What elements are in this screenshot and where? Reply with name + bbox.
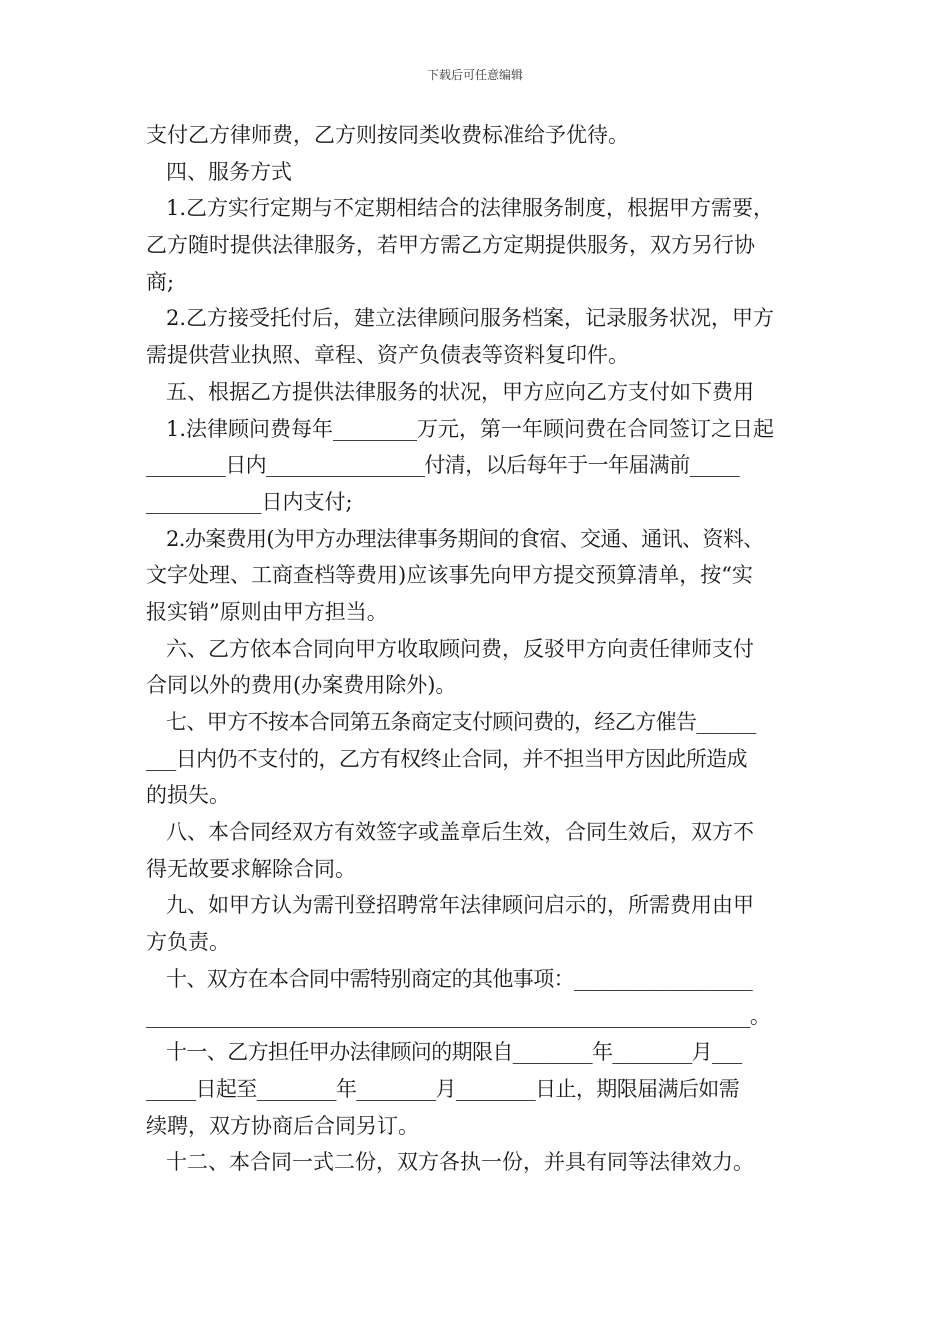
paragraph-line: 报实销”原则由甲方担当。 <box>146 599 388 624</box>
paragraph-line: 文字处理、工商查档等费用)应该事先向甲方提交预算清单，按“实 <box>146 563 753 588</box>
paragraph-line: 合同以外的费用(办案费用除外)。 <box>146 673 457 698</box>
paragraph-line: ___日内仍不支付的，乙方有权终止合同，并不担当甲方因此所造成 <box>146 746 747 771</box>
paragraph-line: 1.法律顾问费每年________万元，第一年顾问费在合同签订之日起 <box>166 416 775 441</box>
section-heading-term: 十一、乙方担任甲办法律顾问的期限自________年________月___ <box>166 1040 742 1065</box>
paragraph-line: ________日内________________付清，以后每年于一年届满前_____ <box>146 453 740 478</box>
section-heading-recruitment-notice: 九、如甲方认为需刊登招聘常年法律顾问启示的，所需费用由甲 <box>166 893 754 918</box>
paragraph-line: 1.乙方实行定期与不定期相结合的法律服务制度，根据甲方需要， <box>166 196 775 221</box>
section-heading-payment-default: 七、甲方不按本合同第五条商定支付顾问费的，经乙方催告______ <box>166 710 756 734</box>
paragraph-line: 得无故要求解除合同。 <box>146 856 356 881</box>
paragraph-line: 2.乙方接受托付后，建立法律顾问服务档案，记录服务状况，甲方 <box>166 306 775 331</box>
paragraph-line: 2.办案费用(为甲方办理法律事务期间的食宿、交通、通讯、资料、 <box>166 526 764 551</box>
paragraph-line: ___________日内支付; <box>146 489 353 514</box>
paragraph-line: 商; <box>146 269 175 294</box>
section-heading-service-mode: 四、服务方式 <box>166 159 292 184</box>
paragraph-line: 支付乙方律师费，乙方则按同类收费标准给予优待。 <box>146 123 629 147</box>
section-heading-copies: 十二、本合同一式二份，双方各执一份，并具有同等法律效力。 <box>166 1150 754 1175</box>
paragraph-line: 需提供营业执照、章程、资产负债表等资料复印件。 <box>146 343 629 368</box>
contract-body <box>146 117 812 1181</box>
page-header: 下载后可任意编辑 <box>426 68 523 82</box>
section-heading-effectiveness: 八、本合同经双方有效签字或盖章后生效，合同生效后，双方不 <box>166 820 754 845</box>
paragraph-line: 乙方随时提供法律服务，若甲方需乙方定期提供服务，双方另行协 <box>146 233 755 258</box>
paragraph-line: 续聘，双方协商后合同另订。 <box>146 1113 419 1138</box>
paragraph-line: _____日起至________年________月________日止，期限届满后如需 <box>146 1076 740 1101</box>
paragraph-line: 方负责。 <box>146 930 230 955</box>
paragraph-line: _____________________________________________________________。 <box>146 1003 771 1028</box>
paragraph-line: 的损失。 <box>146 783 230 808</box>
section-heading-fees: 五、根据乙方提供法律服务的状况，甲方应向乙方支付如下费用 <box>166 379 754 404</box>
section-heading-fee-collection: 六、乙方依本合同向甲方收取顾问费，反驳甲方向责任律师支付 <box>166 636 754 661</box>
section-heading-other-matters: 十、双方在本合同中需特别商定的其他事项：__________________ <box>166 966 753 991</box>
